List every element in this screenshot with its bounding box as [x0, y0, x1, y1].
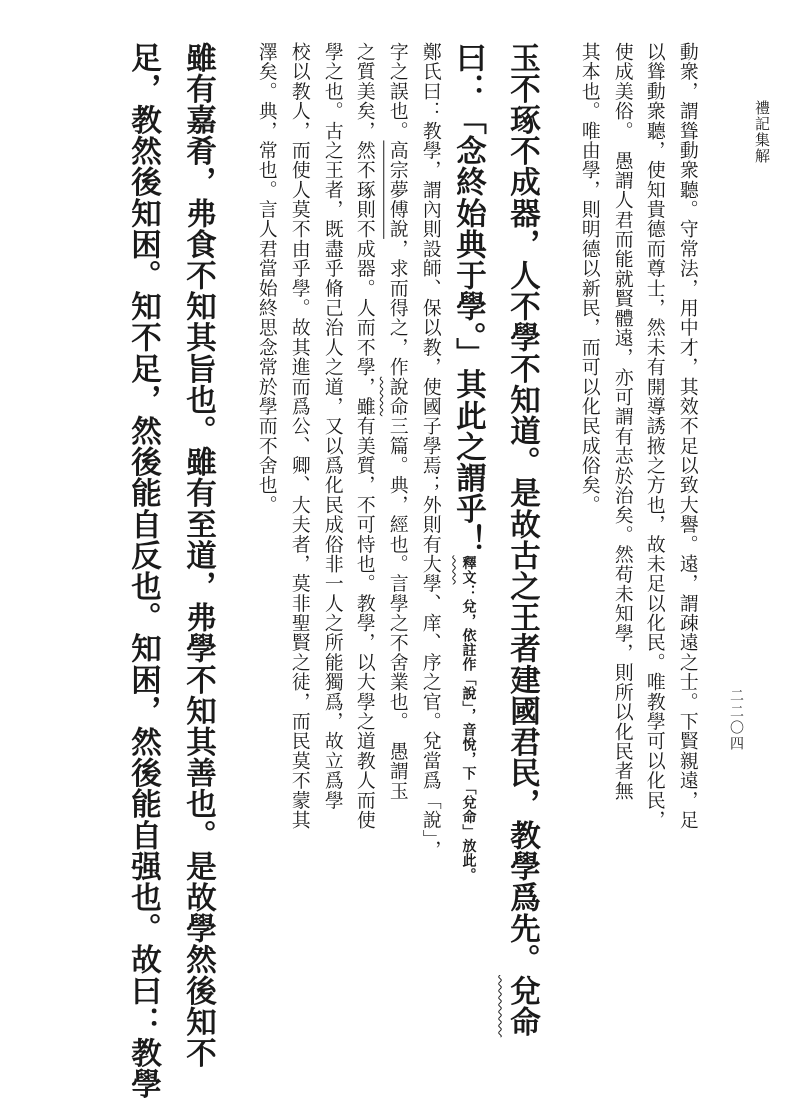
- text-column: 以聳動衆聽，使知貴德而尊士，然未有開導誘掖之方也，故未足以化民。唯教學可以化民，: [643, 42, 665, 830]
- text-column: 其本也。唯由學，則明德以新民，而可以化民成俗矣。: [578, 42, 600, 515]
- book-title: 禮記集解: [753, 100, 771, 164]
- text-column: 澤矣。典，常也。言人君當始終思念常於學而不舍也。: [255, 42, 277, 515]
- text-column: [387, 42, 406, 801]
- page-number: 二二〇四: [728, 688, 744, 752]
- annotation: [461, 555, 477, 882]
- text-column: 使成美俗。 愚謂人君而能就賢體遠，亦可謂有志於治矣。然苟未知學，則所以化民者無: [611, 42, 633, 801]
- book-title-mark: 兌命: [504, 975, 541, 1038]
- text-column: 鄭氏曰：教學，謂內則設師、保以教，使國子學焉；外則有大學、庠、序之官。兌當爲「說」，: [419, 42, 441, 860]
- text-column: 動衆，謂聳動衆聽。守常法，用中才，其效不足以致大譽。遠，謂疎遠之士。下賢親遠，足: [676, 42, 698, 830]
- text-segment: 字之誤也。: [386, 42, 408, 141]
- text-column: 校以教人，而使人莫不由乎學。故其進而爲公、卿、大夫者，莫非聖賢之徒，而民莫不蒙其: [288, 42, 310, 830]
- classic-text-column: [504, 42, 541, 1038]
- text-segment: 三篇。典，經也。言學之不舍業也。 愚謂玉: [386, 416, 408, 801]
- classic-text: 曰：「念終始典于學。」其此之謂乎！: [450, 42, 487, 556]
- text-column: 學之也。古之王者，既盡乎脩己治人之道，又以爲化民成俗非一人之所能獨爲，故立爲學: [321, 42, 343, 810]
- classic-text-column: [450, 42, 487, 882]
- classic-text-column: 雖有嘉肴，弗食不知其旨也。雖有至道，弗學不知其善也。是故學然後知不: [180, 42, 217, 1069]
- annotation-text: ：兌，依註作「說」，音悅，下「兌命」放此。: [460, 584, 477, 882]
- book-title-mark: 說命: [386, 376, 408, 417]
- text-segment: ，求而得之，作: [386, 238, 408, 377]
- classic-text: 玉不琢不成器，人不學不知道。是故古之王者建國君民，教學爲先。: [504, 42, 541, 975]
- proper-name-mark: 高宗夢傅說: [386, 140, 408, 239]
- text-column: 之質美矣，然不琢則不成器。人而不學，雖有美質，不可恃也。教學，以大學之道教人而使: [353, 42, 375, 830]
- classic-text-column: 足，教然後知困。知不足，然後能自反也。知困，然後能自强也。故曰：教學: [125, 42, 162, 1099]
- annotation-source-mark: 釋文: [460, 555, 477, 585]
